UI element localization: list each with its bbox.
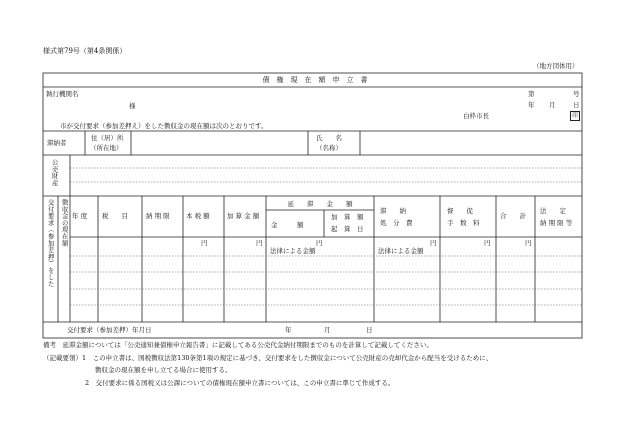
header-reminder: 督 促 (447, 207, 473, 215)
address-label: 住（居）所 (91, 134, 124, 142)
yen-reminder: 円 (484, 239, 491, 247)
gatsu-label: 月 (549, 101, 556, 109)
note-bikou: 備考 延滞金額については「公売通知兼債権申立報告書」に記載してある公売代金納付期限までのものを計算して記載してください。 (43, 341, 433, 349)
note-kisai-1: （記載要領）1 この申立書は、国税徴収法第130条第1項の規定に基づき、交付要求をした徴収金について公売財産の売却代金から配当を受けるために、 (43, 354, 493, 362)
yen-penalty: 円 (430, 239, 437, 247)
header-penalty: 滞 納 (380, 207, 406, 215)
delivery-nen: 年 (285, 326, 292, 334)
seal-stamp: 印 (570, 111, 580, 121)
note-kisai-1b: 徴収金の現在額を申し立てる場合に使用する。 (95, 366, 232, 374)
delivery-gatsu: 月 (324, 326, 331, 334)
header-surcharge: 加 算 金 額 (227, 212, 260, 220)
header-delay-start: 起 算 日 (331, 225, 364, 233)
header-due: 納 期 限 (146, 212, 170, 220)
yen-base-tax: 円 (201, 239, 208, 247)
header-reminder-sub: 手 数 料 (447, 219, 480, 227)
sama-label: 様 (129, 102, 136, 110)
header-delay-calc: 加 算 額 (331, 213, 364, 221)
header-year: 年 度 (72, 212, 88, 220)
form-title: 債 権 現 在 額 申 立 書 (262, 76, 368, 84)
legal-amount-delay: 法律による金額 (270, 247, 316, 255)
side-label-current: 徴収金の現在額 (60, 199, 68, 247)
header-delay-amount: 金 額 (271, 221, 304, 229)
note-kisai-2: 2 交付要求に係る国税又は公課についての債権現在額申立書については、この申立書に準じて作成する。 (85, 379, 395, 387)
legal-amount-penalty: 法律による金額 (378, 247, 424, 255)
exec-org-label: 執行機関名 (46, 90, 79, 98)
yen-surcharge: 円 (256, 239, 263, 247)
side-label-request: 交付要求（参加差押）をした (46, 199, 54, 288)
yen-total: 円 (525, 239, 532, 247)
dai-label: 第 (528, 90, 535, 98)
go-label: 号 (573, 90, 580, 98)
name-sub-label: （名称） (316, 144, 342, 152)
nichi-label: 日 (573, 101, 580, 109)
yen-delay: 円 (316, 239, 323, 247)
delinquent-label: 滞納者 (47, 139, 67, 147)
header-statutory-sub: 納 期 限 等 (540, 219, 573, 227)
address-sub-label: （所在地） (90, 144, 123, 152)
header-statutory: 法 定 (540, 207, 566, 215)
header-tax: 税 目 (102, 212, 128, 220)
nen-label: 年 (528, 101, 535, 109)
delivery-date-label: 交付要求（参加差押）年月日 (67, 326, 152, 334)
header-total: 合 計 (500, 212, 526, 220)
form-number: 様式第79号（第4条関係） (43, 47, 127, 55)
delivery-nichi: 日 (366, 326, 373, 334)
header-base-tax: 本 税 額 (186, 212, 210, 220)
header-delay-top: 延 滞 金 額 (287, 200, 353, 208)
mayor-label: 白枠市長 (463, 112, 489, 120)
property-label: 公売財産 (50, 159, 58, 187)
org-note: （地方団体用） (533, 62, 579, 70)
intro-text: 市が交付要求（参加差押え）をした徴収金の現在額は次のとおりです。 (60, 122, 268, 130)
header-penalty-sub: 処 分 費 (380, 219, 413, 227)
name-label: 氏 名 (316, 134, 342, 142)
